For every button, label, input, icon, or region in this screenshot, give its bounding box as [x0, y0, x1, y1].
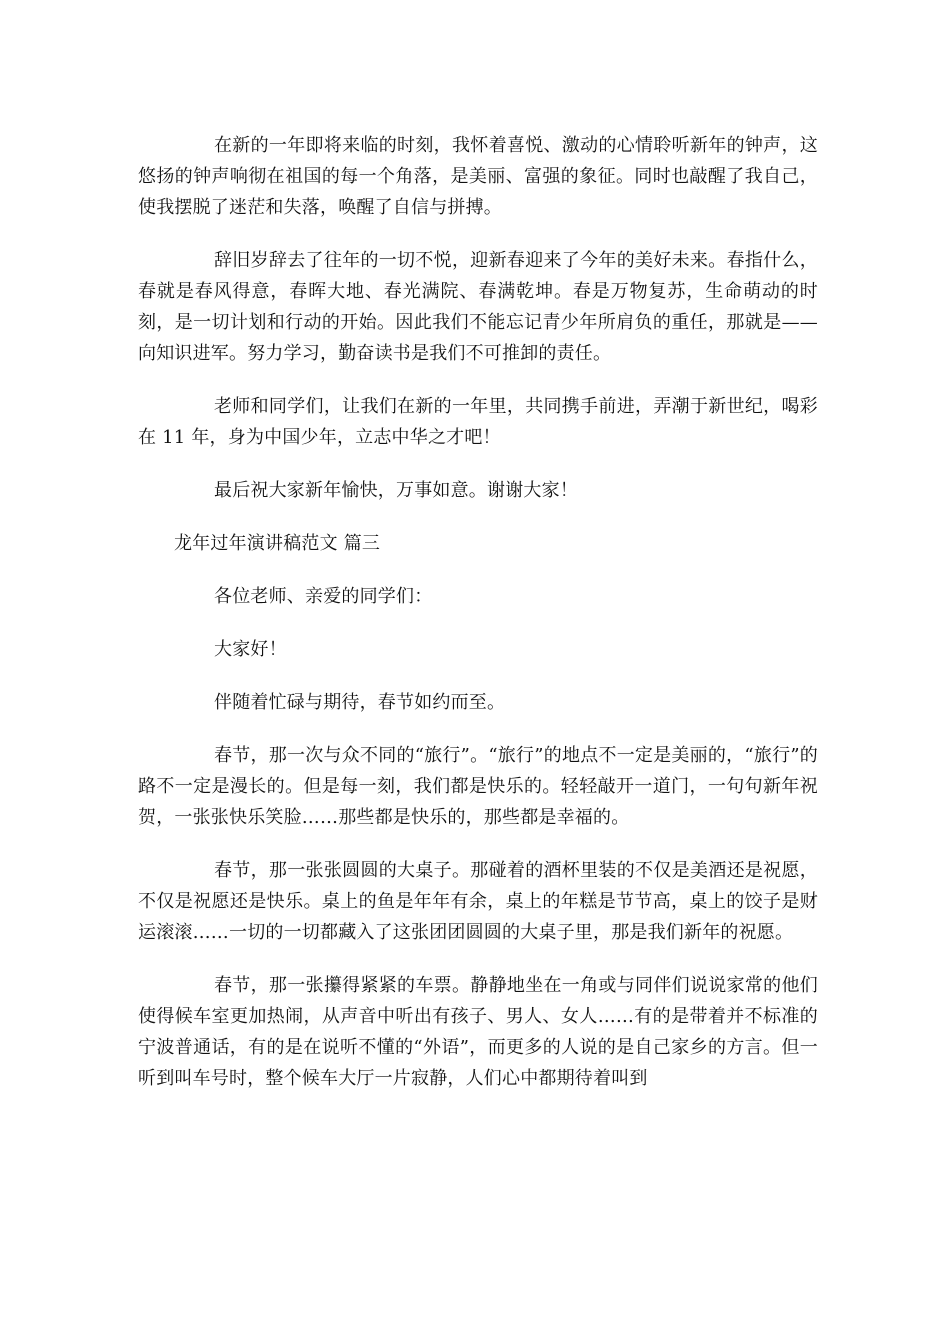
- paragraph-new-year-bell: 在新的一年即将来临的时刻，我怀着喜悦、激动的心情聆听新年的钟声，这悠扬的钟声响彻在祖国的每一个角落，是美丽、富强的象征。同时也敲醒了我自己，使我摆脱了迷茫和失落，唤醒了自信与拼搏。: [138, 135, 818, 218]
- paragraph-closing-wishes: 最后祝大家新年愉快，万事如意。谢谢大家！: [214, 480, 578, 501]
- paragraph-train-ticket: 春节，那一张攥得紧紧的车票。静静地坐在一角或与同伴们说说家常的他们使得候车室更加热闹，从声音中听出有孩子、男人、女人……有的是带着并不标准的宁波普通话，有的是在说听不懂的“外语”，而更多的人说的是自己家乡的方言。但一听到叫车号时，整个候车大厅一片寂静，人们心中都期待着叫到: [138, 975, 818, 1089]
- paragraph-salutation: 各位老师、亲爱的同学们：: [214, 586, 433, 607]
- document-page: [138, 130, 818, 1116]
- paragraph-journey: 春节，那一次与众不同的“旅行”。“旅行”的地点不一定是美丽的，“旅行”的路不一定是漫长的。但是每一刻，我们都是快乐的。轻轻敲开一道门，一句句新年祝贺，一张张快乐笑脸……那些都是快乐的，那些都是幸福的。: [138, 745, 818, 828]
- section-heading: 龙年过年演讲稿范文 篇三: [174, 533, 381, 554]
- paragraph-hand-in-hand: 老师和同学们，让我们在新的一年里，共同携手前进，弄潮于新世纪，喝彩在 11 年，身为中国少年，立志中华之才吧！: [138, 396, 818, 448]
- paragraph-farewell-old-year: 辞旧岁辞去了往年的一切不悦，迎新春迎来了今年的美好未来。春指什么，春就是春风得意，春晖大地、春光满院、春满乾坤。春是万物复苏，生命萌动的时刻，是一切计划和行动的开始。因此我们不能忘记青少年所肩负的重任，那就是——向知识进军。努力学习，勤奋读书是我们不可推卸的责任。: [138, 250, 818, 364]
- paragraph-round-table: 春节，那一张张圆圆的大桌子。那碰着的酒杯里装的不仅是美酒还是祝愿，不仅是祝愿还是快乐。桌上的鱼是年年有余，桌上的年糕是节节高，桌上的饺子是财运滚滚……一切的一切都藏入了这张团团圆圆的大桌子里，那是我们新年的祝愿。: [138, 860, 818, 943]
- paragraph-greeting: 大家好！: [214, 639, 287, 660]
- paragraph-festival-arrives: 伴随着忙碌与期待，春节如约而至。: [214, 692, 506, 713]
